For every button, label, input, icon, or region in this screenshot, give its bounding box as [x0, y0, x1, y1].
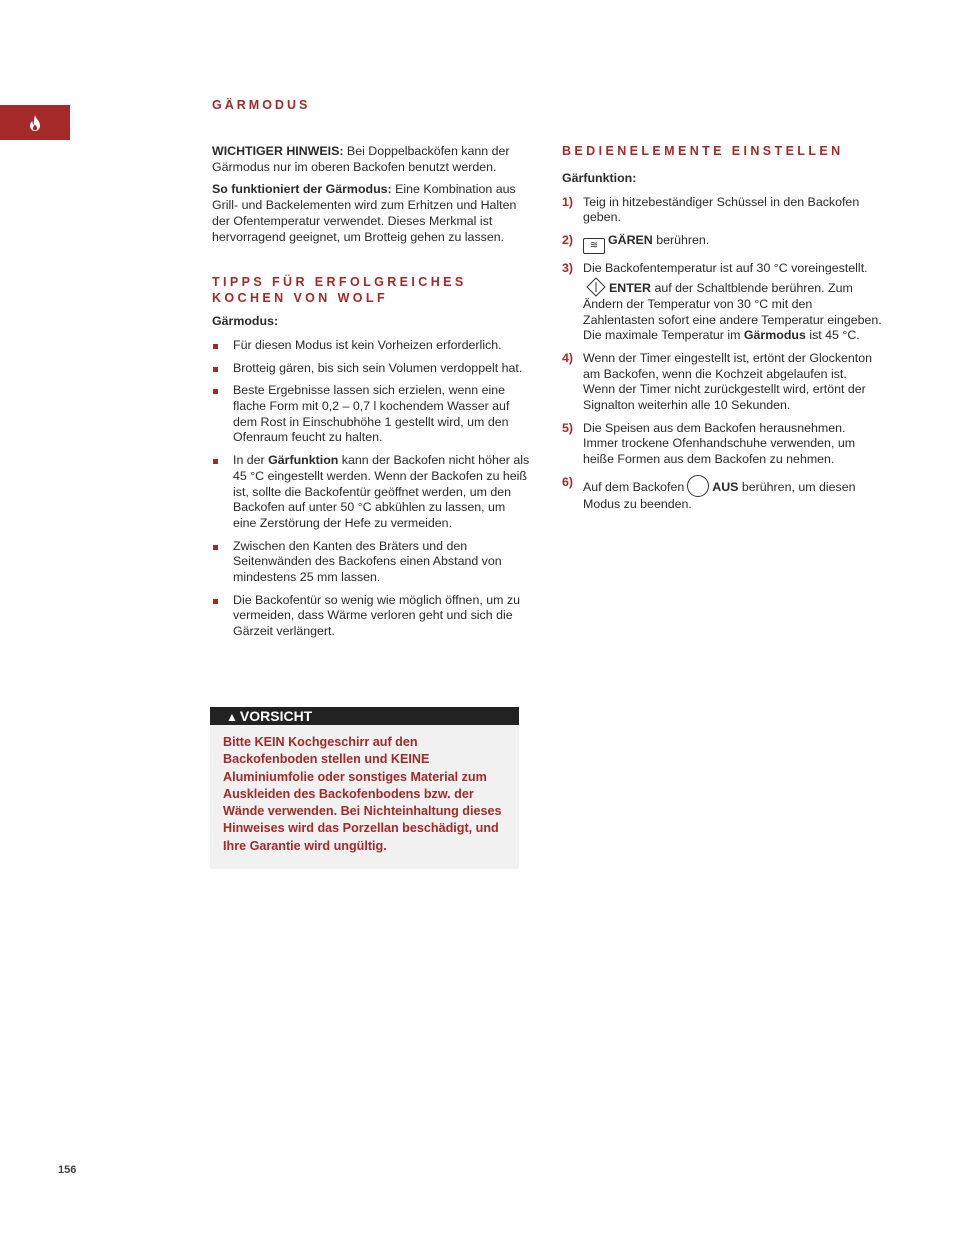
page-title: GÄRMODUS [212, 98, 311, 112]
controls-subtitle: Gärfunktion: [562, 171, 637, 185]
list-item: In der Gärfunktion kann der Backofen nicht höher als 45 °C eingestellt werden. Wenn der Backofen zu heiß ist, sollte die Backofentür geöffnet werden, um den Backofen auf unter 50 °C abkühlen zu lassen, um eine Zerstörung der Hefe zu vermeiden. [212, 453, 532, 532]
tips-list [212, 338, 532, 640]
steps-list [562, 195, 882, 513]
caution-box [210, 707, 519, 869]
bullet-icon [213, 389, 218, 394]
bullet-icon [213, 545, 218, 550]
tips-subtitle: Gärmodus: [212, 314, 279, 329]
list-item: 4) Wenn der Timer eingestellt ist, ertönt der Glockenton am Backofen, wenn die Kochzeit abgelaufen ist. Wenn der Timer nicht zurückgestellt wird, ertönt der Signalton weiterhin alle 10 Sekunden. [562, 350, 873, 413]
list-item: 5) Die Speisen aus dem Backofen herausnehmen. Immer trockene Ofenhandschuhe verwenden, um heiße Formen aus dem Backofen zu nehmen. [562, 420, 856, 467]
list-item: Brotteig gären, bis sich sein Volumen verdoppelt hat. [212, 361, 532, 377]
off-key-icon [687, 475, 709, 497]
list-item: Für diesen Modus ist kein Vorheizen erforderlich. [212, 338, 532, 354]
bullet-icon [213, 599, 218, 604]
flame-icon [28, 114, 42, 132]
list-item: 3) Die Backofentemperatur ist auf 30 °C voreingestellt.ENTER auf der Schaltblende berühren. Zum Ändern der Temperatur von 30 °C mit den Zahlentasten sofort eine andere Temperatur eingeben. Die maximale Temperatur im Gärmodus ist 45 °C. [562, 261, 882, 343]
right-column [562, 143, 882, 520]
warning-icon: ▲ [226, 710, 238, 724]
list-item: 2) ≋ GÄREN berühren. [562, 233, 882, 254]
list-item: 1) Teig in hitzebeständiger Schüssel in den Backofen geben. [562, 194, 860, 225]
bullet-icon [213, 367, 218, 372]
bullet-icon [213, 459, 218, 464]
proof-key-icon: ≋ [583, 238, 605, 254]
controls-heading: BEDIENELEMENTE EINSTELLEN [562, 144, 844, 158]
important-note: WICHTIGER HINWEIS: Bei Doppelbacköfen kann der Gärmodus nur im oberen Backofen benutzt werden. [212, 144, 510, 174]
bullet-icon [213, 344, 218, 349]
tips-heading: TIPPS FÜR ERFOLGREICHES KOCHEN VON WOLF [212, 275, 467, 306]
list-item: Beste Ergebnisse lassen sich erzielen, wenn eine flache Form mit 0,2 – 0,7 l kochendem Wasser auf dem Rost in Einschubhöhe 1 gestellt wird, um den Ofenraum feucht zu halten. [212, 383, 532, 446]
section-tab [0, 105, 70, 140]
left-column [212, 97, 532, 647]
page-number: 156 [58, 1164, 77, 1176]
caution-header: ▲ VORSICHT [210, 707, 519, 725]
list-item: 6) Auf dem Backofen AUS berühren, um diesen Modus zu beenden. [562, 474, 856, 511]
caution-text: Bitte KEIN Kochgeschirr auf den Backofenboden stellen und KEINE Aluminiumfolie oder sonstiges Material zum Auskleiden des Backofenbodens bzw. der Wände verwenden. Bei Nichteinhaltung dieses Hinweises wird das Porzellan beschädigt, und Ihre Garantie wird ungültig. [223, 735, 502, 853]
list-item: Zwischen den Kanten des Bräters und den Seitenwänden des Backofens einen Abstand von mindestens 25 mm lassen. [212, 539, 532, 586]
list-item: Die Backofentür so wenig wie möglich öffnen, um zu vermeiden, dass Wärme verloren geht und sich die Gärzeit verlängert. [212, 593, 532, 640]
enter-key-icon [586, 277, 606, 297]
how-it-works: So funktioniert der Gärmodus: Eine Kombination aus Grill- und Backelementen wird zum Erhitzen und Halten der Ofentemperatur verwendet. Dieses Merkmal ist hervorragend geeignet, um Brotteig gehen zu lassen. [212, 182, 517, 244]
